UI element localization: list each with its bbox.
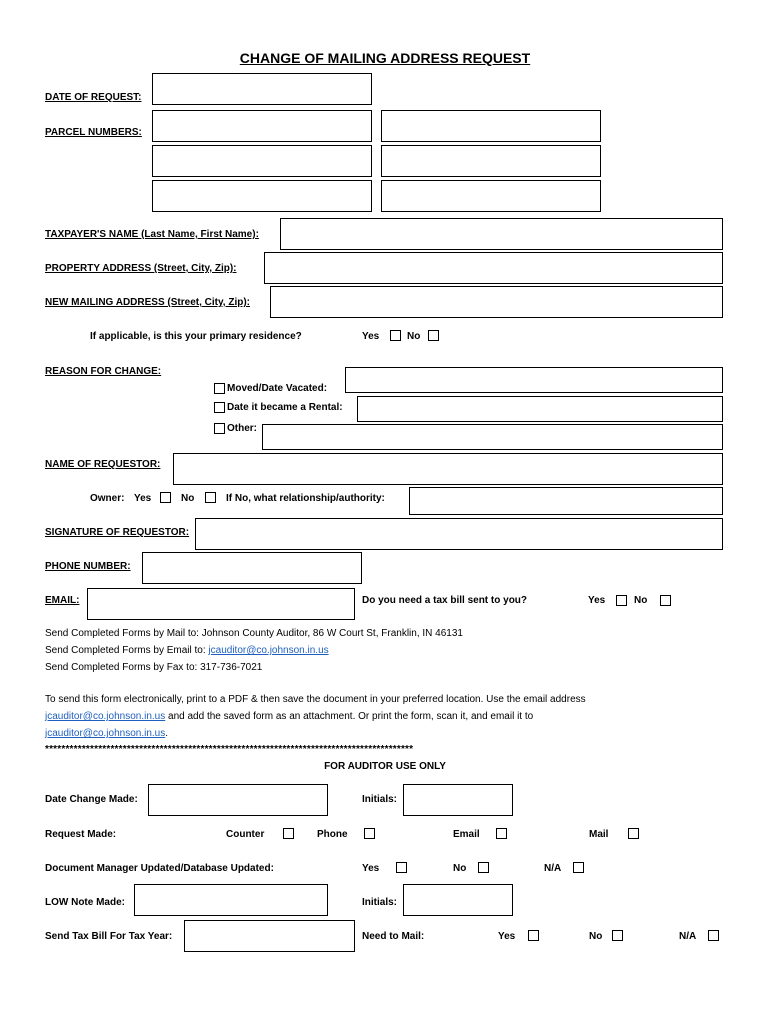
need-to-mail-na-checkbox[interactable] <box>708 930 719 941</box>
send-by-email-text <box>45 645 329 656</box>
taxpayer-name-label: TAXPAYER'S NAME (Last Name, First Name): <box>45 229 259 240</box>
new-mailing-address-label: NEW MAILING ADDRESS (Street, City, Zip): <box>45 297 250 308</box>
auditor-email-link[interactable]: jcauditor@co.johnson.in.us <box>208 645 329 656</box>
doc-manager-na-checkbox[interactable] <box>573 862 584 873</box>
low-note-field[interactable] <box>134 884 328 916</box>
date-of-request-field[interactable] <box>152 73 372 105</box>
phone-field[interactable] <box>142 552 362 584</box>
need-to-mail-yes-label: Yes <box>498 931 516 942</box>
parcel-number-field-6[interactable] <box>381 180 601 212</box>
instructions-line-2-text: and add the saved form as an attachment. Or print the form, scan it, and email it to <box>165 711 534 722</box>
signature-field[interactable] <box>195 518 723 550</box>
counter-label: Counter <box>226 829 265 840</box>
need-to-mail-label: Need to Mail: <box>362 931 425 942</box>
moved-checkbox[interactable] <box>214 383 225 394</box>
parcel-number-field-4[interactable] <box>381 145 601 177</box>
tax-bill-question: Do you need a tax bill sent to you? <box>362 595 528 606</box>
parcel-number-field-3[interactable] <box>152 145 372 177</box>
other-checkbox[interactable] <box>214 423 225 434</box>
counter-checkbox[interactable] <box>283 828 294 839</box>
need-to-mail-na-label: N/A <box>679 931 697 942</box>
date-change-made-field[interactable] <box>148 784 328 816</box>
name-of-requestor-label: NAME OF REQUESTOR: <box>45 459 161 470</box>
low-note-label: LOW Note Made: <box>45 897 125 908</box>
send-by-mail-text: Send Completed Forms by Mail to: Johnson County Auditor, 86 W Court St, Franklin, IN 46131 <box>45 628 463 639</box>
new-mailing-address-field[interactable] <box>270 286 723 318</box>
relationship-field[interactable] <box>409 487 723 515</box>
property-address-field[interactable] <box>264 252 723 284</box>
signature-label: SIGNATURE OF REQUESTOR: <box>45 527 190 538</box>
initials-label-2: Initials: <box>362 897 398 908</box>
instructions-line-1: To send this form electronically, print to a PDF & then save the document in your preferred location. Use the email address <box>45 694 586 705</box>
need-to-mail-no-label: No <box>589 931 603 942</box>
doc-manager-na-label: N/A <box>544 863 562 874</box>
primary-residence-no-checkbox[interactable] <box>428 330 439 341</box>
instructions-line-3-end: . <box>165 728 169 739</box>
primary-residence-question: If applicable, is this your primary residence? <box>90 331 302 342</box>
email-field[interactable] <box>87 588 355 620</box>
rental-label: Date it became a Rental: <box>227 402 343 413</box>
send-by-fax-text: Send Completed Forms by Fax to: 317-736-7021 <box>45 662 263 673</box>
owner-no-checkbox[interactable] <box>205 492 216 503</box>
owner-label: Owner: <box>90 493 125 504</box>
primary-residence-yes-label: Yes <box>362 331 380 342</box>
separator: ****************************************************************************************** <box>45 744 414 755</box>
date-change-made-label: Date Change Made: <box>45 794 138 805</box>
doc-manager-label: Document Manager Updated/Database Updated: <box>45 863 274 874</box>
date-of-request-label: DATE OF REQUEST: <box>45 92 142 103</box>
relationship-label: If No, what relationship/authority: <box>226 493 385 504</box>
moved-date-field[interactable] <box>345 367 723 393</box>
mail-request-label: Mail <box>589 829 609 840</box>
doc-manager-yes-label: Yes <box>362 863 380 874</box>
owner-yes-checkbox[interactable] <box>160 492 171 503</box>
owner-no-label: No <box>181 493 195 504</box>
property-address-label: PROPERTY ADDRESS (Street, City, Zip): <box>45 263 237 274</box>
phone-request-checkbox[interactable] <box>364 828 375 839</box>
email-label: EMAIL: <box>45 595 80 606</box>
tax-bill-yes-checkbox[interactable] <box>616 595 627 606</box>
name-of-requestor-field[interactable] <box>173 453 723 485</box>
mail-request-checkbox[interactable] <box>628 828 639 839</box>
phone-label: PHONE NUMBER: <box>45 561 131 572</box>
other-label: Other: <box>227 423 257 434</box>
moved-label: Moved/Date Vacated: <box>227 383 328 394</box>
need-to-mail-no-checkbox[interactable] <box>612 930 623 941</box>
taxpayer-name-field[interactable] <box>280 218 723 250</box>
owner-yes-label: Yes <box>134 493 152 504</box>
instructions-line-3 <box>45 728 168 739</box>
reason-for-change-label: REASON FOR CHANGE: <box>45 366 162 377</box>
initials-field-2[interactable] <box>403 884 513 916</box>
doc-manager-no-checkbox[interactable] <box>478 862 489 873</box>
request-made-label: Request Made: <box>45 829 117 840</box>
auditor-heading: FOR AUDITOR USE ONLY <box>324 761 446 772</box>
email-request-checkbox[interactable] <box>496 828 507 839</box>
other-reason-field[interactable] <box>262 424 723 450</box>
parcel-number-field-2[interactable] <box>381 110 601 142</box>
doc-manager-yes-checkbox[interactable] <box>396 862 407 873</box>
tax-bill-yes-label: Yes <box>588 595 606 606</box>
phone-request-label: Phone <box>317 829 348 840</box>
send-by-email-prefix: Send Completed Forms by Email to: <box>45 645 209 656</box>
initials-label-1: Initials: <box>362 794 398 805</box>
instructions-email-link-2[interactable]: jcauditor@co.johnson.in.us <box>45 728 166 739</box>
parcel-number-field-1[interactable] <box>152 110 372 142</box>
primary-residence-no-label: No <box>407 331 421 342</box>
need-to-mail-yes-checkbox[interactable] <box>528 930 539 941</box>
tax-bill-no-label: No <box>634 595 648 606</box>
email-request-label: Email <box>453 829 480 840</box>
parcel-number-field-5[interactable] <box>152 180 372 212</box>
initials-field-1[interactable] <box>403 784 513 816</box>
page-title: CHANGE OF MAILING ADDRESS REQUEST <box>239 50 531 66</box>
send-tax-bill-label: Send Tax Bill For Tax Year: <box>45 931 173 942</box>
primary-residence-yes-checkbox[interactable] <box>390 330 401 341</box>
tax-bill-no-checkbox[interactable] <box>660 595 671 606</box>
send-tax-bill-field[interactable] <box>184 920 355 952</box>
doc-manager-no-label: No <box>453 863 467 874</box>
rental-date-field[interactable] <box>357 396 723 422</box>
instructions-line-2 <box>45 711 533 722</box>
instructions-email-link-1[interactable]: jcauditor@co.johnson.in.us <box>45 711 166 722</box>
rental-checkbox[interactable] <box>214 402 225 413</box>
parcel-numbers-label: PARCEL NUMBERS: <box>45 127 142 138</box>
